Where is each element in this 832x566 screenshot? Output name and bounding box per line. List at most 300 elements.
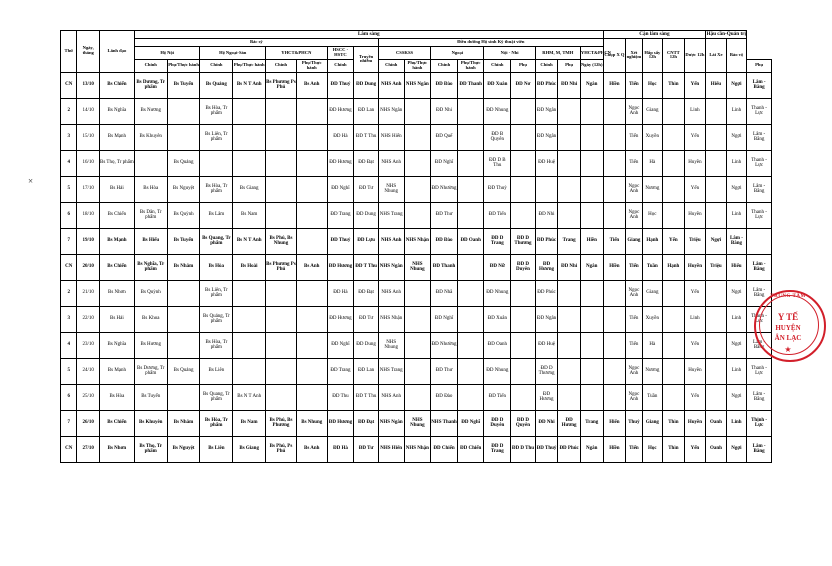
stamp-line1: TRUNG TÂM — [770, 294, 806, 299]
cell-r0-c10: NHS Ngân — [404, 72, 431, 98]
cell-r13-c23: Oanh — [706, 410, 727, 436]
cell-r6-c19: Giang — [626, 228, 642, 254]
cell-date: 13/10 — [77, 72, 100, 98]
cell-r9-c13: ĐD Xuân — [484, 306, 511, 332]
cell-r8-c8: ĐD Đạt — [354, 280, 379, 306]
cell-r3-c14 — [511, 150, 536, 176]
cell-r12-c19: Ngọc Anh — [626, 384, 642, 410]
cell-r3-c20: Hà — [642, 150, 663, 176]
cell-r13-c3: Bs Hòa, Tr phẩm — [200, 410, 233, 436]
cell-r13-c24: Linh — [726, 410, 747, 436]
cell-r1-c7: ĐD Hương — [327, 98, 354, 124]
cell-r0-c16: ĐD Nhi — [558, 72, 581, 98]
cell-r1-c25: Thanh - Lực — [747, 98, 772, 124]
cell-r4-c21 — [663, 176, 685, 202]
table-row[interactable] — [61, 202, 772, 228]
cell-r14-c20: Học — [642, 436, 663, 462]
cell-r8-c19: Ngọc Anh — [626, 280, 642, 306]
cell-r12-c11: ĐD Đào — [431, 384, 458, 410]
cell-r6-c3: Bs Quang, Tr phẩm — [200, 228, 233, 254]
header-xray: Chụp X Q — [603, 39, 626, 72]
cell-r6-c18: Tiến — [603, 228, 626, 254]
cell-r0-c3: Bs Quảng — [200, 72, 233, 98]
cell-r14-c10: NHS Nhận — [404, 436, 431, 462]
cell-r12-c20: Tuần — [642, 384, 663, 410]
cell-r3-c12 — [457, 150, 484, 176]
cell-r2-c14 — [511, 124, 536, 150]
cell-r12-c4: Bs N T Anh — [233, 384, 266, 410]
cell-r1-c5 — [266, 98, 297, 124]
cell-r14-c21: Thìn — [663, 436, 685, 462]
cell-r6-c6 — [296, 228, 327, 254]
cell-r6-c25 — [747, 228, 772, 254]
cell-r2-c3: Bs Liên, Tr phẩm — [200, 124, 233, 150]
cell-r1-c4 — [233, 98, 266, 124]
cell-date: 24/10 — [77, 358, 100, 384]
cell-r13-c16: ĐD Hương — [558, 410, 581, 436]
cell-r6-c10: NHS Nhận — [404, 228, 431, 254]
header-sub-rhm: RHM, M, TMH — [535, 47, 580, 60]
cell-r13-c2: Bs Nhâm — [167, 410, 200, 436]
cell-r10-c24: Ngợi — [726, 332, 747, 358]
cell-r6-c17: Hiền — [580, 228, 603, 254]
cell-r11-c25: Thanh - Lực — [747, 358, 772, 384]
cell-r12-c7: ĐD Thu — [327, 384, 354, 410]
cell-r12-c16 — [558, 384, 581, 410]
cell-r9-c2 — [167, 306, 200, 332]
cell-r0-c13: ĐD Xuân — [484, 72, 511, 98]
header-col-chinh-7: Chính — [484, 59, 511, 72]
cell-r6-c22: Triệu — [684, 228, 706, 254]
cell-r5-c23 — [706, 202, 727, 228]
cell-r3-c15: ĐD Huệ — [535, 150, 558, 176]
cell-r7-c2: Bs Nhâm — [167, 254, 200, 280]
cell-r13-c20: Giang — [642, 410, 663, 436]
cell-r11-c24: Linh — [726, 358, 747, 384]
cell-r5-c19: Ngọc Anh — [626, 202, 642, 228]
cell-r10-c14 — [511, 332, 536, 358]
cell-r14-c12: ĐD Chiến — [457, 436, 484, 462]
cell-r6-c15: ĐD Phúc — [535, 228, 558, 254]
cell-r12-c0: Bs Hòa — [99, 384, 134, 410]
cell-r1-c1: Bs Nương — [134, 98, 167, 124]
cell-r12-c13: ĐD Tiến — [484, 384, 511, 410]
cell-thu: 7 — [61, 410, 77, 436]
cell-r14-c16: ĐD Phúc — [558, 436, 581, 462]
header-pharmacy: Dược 12h — [684, 39, 706, 72]
cell-r9-c12 — [457, 306, 484, 332]
cell-r7-c8: ĐD T Thu — [354, 254, 379, 280]
cell-r0-c6: Bs Anh — [296, 72, 327, 98]
table-row[interactable] — [61, 124, 772, 150]
header-sub-cssks: CSSKSS — [378, 47, 430, 60]
cell-r11-c18 — [603, 358, 626, 384]
table-row[interactable] — [61, 410, 772, 436]
cell-r7-c22: Huyền — [684, 254, 706, 280]
cell-r4-c7: ĐD Nghĩ — [327, 176, 354, 202]
cell-r3-c21 — [663, 150, 685, 176]
header-sub-truyennhiem: Truyền nhiễm — [354, 47, 379, 72]
cell-r0-c21: Thìn — [663, 72, 685, 98]
cell-r14-c23: Oanh — [706, 436, 727, 462]
cell-r11-c3: Bs Liên — [200, 358, 233, 384]
cell-r8-c9: NHS Anh — [378, 280, 404, 306]
cell-r0-c14: ĐD Nơ — [511, 72, 536, 98]
cell-r6-c23: Ngợi — [706, 228, 727, 254]
cell-r11-c7: ĐD Trang — [327, 358, 354, 384]
header-col-phu-3: Phụ/Thực hành — [296, 59, 327, 72]
cell-r3-c9: NHS Anh — [378, 150, 404, 176]
cell-r10-c22: Yến — [684, 332, 706, 358]
cell-r14-c4: Bs Giang — [233, 436, 266, 462]
cell-date: 17/10 — [77, 176, 100, 202]
cell-r14-c5: Bs Phú, Ps Phú — [266, 436, 297, 462]
cell-r4-c2: Bs Nguyệt — [167, 176, 200, 202]
header-sterile: Hấp sấy 12h — [642, 39, 663, 72]
duty-roster-sheet — [60, 30, 772, 463]
cell-r9-c5 — [266, 306, 297, 332]
table-row[interactable] — [61, 98, 772, 124]
cell-r9-c9: NHS Nhận — [378, 306, 404, 332]
cell-thu: 3 — [61, 124, 77, 150]
cell-r10-c20: Hà — [642, 332, 663, 358]
cell-r10-c13: ĐD Oanh — [484, 332, 511, 358]
cell-r2-c15: ĐD Ngân — [535, 124, 558, 150]
cell-r7-c10: NHS Nhung — [404, 254, 431, 280]
cell-r4-c15 — [535, 176, 558, 202]
cell-r1-c3: Bs Hòa, Tr phẩm — [200, 98, 233, 124]
cell-r0-c1: Bs Dương, Tr phẩm — [134, 72, 167, 98]
cell-r3-c19: Tiến — [626, 150, 642, 176]
table-row[interactable] — [61, 150, 772, 176]
cell-r12-c18 — [603, 384, 626, 410]
cell-r0-c5: Bs Phương Ps Phú — [266, 72, 297, 98]
cell-r3-c22: Huyền — [684, 150, 706, 176]
cell-date: 26/10 — [77, 410, 100, 436]
cell-r2-c5 — [266, 124, 297, 150]
cell-r6-c8: ĐD Lựu — [354, 228, 379, 254]
table-row[interactable] — [61, 254, 772, 280]
cell-r8-c3: Bs Liên, Tr phẩm — [200, 280, 233, 306]
cell-r4-c10 — [404, 176, 431, 202]
cell-r2-c23 — [706, 124, 727, 150]
header-thu: Thứ — [61, 31, 77, 73]
cell-r11-c6 — [296, 358, 327, 384]
cell-r4-c12 — [457, 176, 484, 202]
cell-r11-c22: Huyền — [684, 358, 706, 384]
cell-r5-c11: ĐD Thư — [431, 202, 458, 228]
header-col-chinh-1: Chính — [134, 59, 167, 72]
cell-date: 23/10 — [77, 332, 100, 358]
table-row[interactable] — [61, 176, 772, 202]
cell-r13-c13: ĐD D Duyên — [484, 410, 511, 436]
cell-r7-c14: ĐD D Duyên — [511, 254, 536, 280]
cell-r11-c21 — [663, 358, 685, 384]
cell-r8-c2 — [167, 280, 200, 306]
cell-r11-c12 — [457, 358, 484, 384]
cell-r0-c7: ĐD Thuý — [327, 72, 354, 98]
cell-r3-c1 — [134, 150, 167, 176]
cell-r13-c21: Thìn — [663, 410, 685, 436]
cell-r8-c6 — [296, 280, 327, 306]
cell-r0-c12: ĐD Thanh — [457, 72, 484, 98]
cell-r5-c12 — [457, 202, 484, 228]
cell-date: 20/10 — [77, 254, 100, 280]
stamp-line4: ÂN LẠC — [774, 334, 802, 342]
cell-thu: 4 — [61, 150, 77, 176]
cell-r1-c9: NHS Ngân — [378, 98, 404, 124]
cell-r0-c15: ĐD Phúc — [535, 72, 558, 98]
header-group-doctor: Bác sỹ — [134, 39, 378, 47]
header-col-chinh-6: Chính — [431, 59, 458, 72]
cell-r9-c15: ĐD Ngân — [535, 306, 558, 332]
cell-r9-c21 — [663, 306, 685, 332]
cell-r2-c20: Xuyền — [642, 124, 663, 150]
cell-r11-c5 — [266, 358, 297, 384]
cell-r10-c2 — [167, 332, 200, 358]
cell-r1-c21 — [663, 98, 685, 124]
cell-r10-c25: Lâm - Bằng — [747, 332, 772, 358]
cell-r7-c3: Bs Hòa — [200, 254, 233, 280]
cell-r11-c20: Nương — [642, 358, 663, 384]
cell-r4-c23 — [706, 176, 727, 202]
cell-r14-c14: ĐD D Thu — [511, 436, 536, 462]
cell-r6-c21: Yến — [663, 228, 685, 254]
cell-r2-c10 — [404, 124, 431, 150]
header-sub-henoi: Hệ Nội — [134, 47, 200, 60]
cell-r6-c9: NHS Anh — [378, 228, 404, 254]
cell-r0-c24: Ngợi — [726, 72, 747, 98]
cell-r2-c19: Tiến — [626, 124, 642, 150]
cell-r4-c11: ĐD Nhường — [431, 176, 458, 202]
cell-r10-c6 — [296, 332, 327, 358]
cell-r13-c17: Trang — [580, 410, 603, 436]
cell-r7-c5: Bs Phương Ps Phú — [266, 254, 297, 280]
cell-r14-c9: NHS Hiển — [378, 436, 404, 462]
cell-r2-c7: ĐD Hà — [327, 124, 354, 150]
cell-r10-c3: Bs Hòa, Tr phẩm — [200, 332, 233, 358]
cell-r5-c18 — [603, 202, 626, 228]
duty-roster-body — [61, 72, 772, 462]
header-col-phu-7: Phụ — [511, 59, 536, 72]
cell-r8-c20: Giang — [642, 280, 663, 306]
cell-r2-c12 — [457, 124, 484, 150]
cell-thu: 2 — [61, 98, 77, 124]
cell-r4-c20: Nương — [642, 176, 663, 202]
cell-r9-c11: ĐD Nghĩ — [431, 306, 458, 332]
cell-r12-c2 — [167, 384, 200, 410]
table-row[interactable] — [61, 280, 772, 306]
cell-r2-c4 — [233, 124, 266, 150]
cell-r11-c10 — [404, 358, 431, 384]
header-col-chinh-3: Chính — [266, 59, 297, 72]
cell-r11-c14 — [511, 358, 536, 384]
cell-r6-c24: Lâm - Bằng — [726, 228, 747, 254]
cell-r12-c3: Bs Quang, Tr phẩm — [200, 384, 233, 410]
cell-r5-c8: ĐD Dung — [354, 202, 379, 228]
cell-r14-c18: Hiền — [603, 436, 626, 462]
cell-r3-c25: Thanh - Lực — [747, 150, 772, 176]
header-it: CNTT 12h — [663, 39, 685, 72]
cell-r12-c1: Bs Tuyến — [134, 384, 167, 410]
table-row[interactable] — [61, 306, 772, 332]
cell-r12-c10 — [404, 384, 431, 410]
cell-r6-c13: ĐD D Trang — [484, 228, 511, 254]
cell-r6-c12: ĐD Oanh — [457, 228, 484, 254]
cell-r0-c25: Lâm - Bằng — [747, 72, 772, 98]
table-row[interactable] — [61, 358, 772, 384]
cell-r14-c13: ĐD D Trang — [484, 436, 511, 462]
header-col-phu-8: Phụ — [558, 59, 581, 72]
cell-r4-c25: Lâm - Bằng — [747, 176, 772, 202]
cell-r10-c0: Bs Nghĩa — [99, 332, 134, 358]
cell-r6-c14: ĐD D Thương — [511, 228, 536, 254]
cell-r11-c23 — [706, 358, 727, 384]
cell-r7-c1: Bs Nghĩa, Tr phẩm — [134, 254, 167, 280]
table-row[interactable] — [61, 332, 772, 358]
header-col-chinh-8: Chính — [535, 59, 558, 72]
cell-r1-c16 — [558, 98, 581, 124]
cell-r1-c6 — [296, 98, 327, 124]
cell-r3-c23 — [706, 150, 727, 176]
header-date: Ngày, tháng — [77, 31, 100, 73]
cell-r9-c8: ĐD Tư — [354, 306, 379, 332]
cell-r4-c1: Bs Hòa — [134, 176, 167, 202]
cell-r14-c0: Bs Nhơn — [99, 436, 134, 462]
cell-r2-c22: Yến — [684, 124, 706, 150]
cell-thu: 5 — [61, 358, 77, 384]
cell-r4-c18 — [603, 176, 626, 202]
cell-r7-c12 — [457, 254, 484, 280]
cell-r2-c24: Ngợi — [726, 124, 747, 150]
header-col-phu-1: Phụ/Thực hành — [167, 59, 200, 72]
cell-r4-c4: Bs Giang — [233, 176, 266, 202]
cell-thu: CN — [61, 72, 77, 98]
table-row[interactable] — [61, 228, 772, 254]
cell-r3-c10 — [404, 150, 431, 176]
cell-r9-c16 — [558, 306, 581, 332]
cell-r2-c11: ĐD Quế — [431, 124, 458, 150]
cell-r6-c1: Bs Hiếu — [134, 228, 167, 254]
cell-r14-c2: Bs Nguyệt — [167, 436, 200, 462]
cell-r1-c24: Linh — [726, 98, 747, 124]
cell-r14-c22: Yến — [684, 436, 706, 462]
cell-r12-c8: ĐD T Thu — [354, 384, 379, 410]
cell-r7-c13: ĐD Nữ — [484, 254, 511, 280]
cell-r10-c15: ĐD Huệ — [535, 332, 558, 358]
cell-r11-c19: Ngọc Anh — [626, 358, 642, 384]
cell-r11-c16 — [558, 358, 581, 384]
cell-r8-c0: Bs Nhơn — [99, 280, 134, 306]
cell-thu: 6 — [61, 202, 77, 228]
cell-r2-c9: NHS Hiển — [378, 124, 404, 150]
cell-thu: 2 — [61, 280, 77, 306]
cell-r8-c21 — [663, 280, 685, 306]
cell-r3-c2: Bs Quảng — [167, 150, 200, 176]
cell-r1-c8: ĐD Lan — [354, 98, 379, 124]
cell-r12-c17 — [580, 384, 603, 410]
cell-r7-c18: Hiền — [603, 254, 626, 280]
header-sub-ngoai: Ngoại — [431, 47, 484, 60]
cell-r9-c18 — [603, 306, 626, 332]
cell-r11-c9: NHS Trang — [378, 358, 404, 384]
cell-r11-c13: ĐD Nhung — [484, 358, 511, 384]
cell-r12-c14 — [511, 384, 536, 410]
header-leader: Lãnh đạo — [99, 31, 134, 73]
cell-r0-c22: Yến — [684, 72, 706, 98]
table-row[interactable] — [61, 384, 772, 410]
header-col-chinh-5: Chính — [378, 59, 404, 72]
cell-r2-c1: Bs Khuyên — [134, 124, 167, 150]
cell-r4-c0: Bs Hải — [99, 176, 134, 202]
cell-r11-c8: ĐD Lan — [354, 358, 379, 384]
cell-r13-c15: ĐD Nhi — [535, 410, 558, 436]
cell-r1-c15: ĐD Ngân — [535, 98, 558, 124]
cell-r14-c3: Bs Liên — [200, 436, 233, 462]
cell-r12-c23 — [706, 384, 727, 410]
cell-r9-c22: Linh — [684, 306, 706, 332]
cell-r0-c23: Hiểu — [706, 72, 727, 98]
cell-r13-c8: ĐD Đạt — [354, 410, 379, 436]
cell-r5-c15: ĐD Nhi — [535, 202, 558, 228]
cell-r9-c19: Tiến — [626, 306, 642, 332]
cell-r13-c9: NHS Ngân — [378, 410, 404, 436]
cell-r3-c5 — [266, 150, 297, 176]
cell-r5-c6 — [296, 202, 327, 228]
cell-r1-c0: Bs Nghĩa — [99, 98, 134, 124]
cell-r3-c18 — [603, 150, 626, 176]
table-row[interactable] — [61, 72, 772, 98]
cell-r9-c23 — [706, 306, 727, 332]
cell-r10-c7: ĐD Nghĩ — [327, 332, 354, 358]
cell-r0-c8: ĐD Dung — [354, 72, 379, 98]
cell-r7-c24: Hiểu — [726, 254, 747, 280]
cell-r2-c0: Bs Mạnh — [99, 124, 134, 150]
cell-r10-c8: ĐD Dung — [354, 332, 379, 358]
cell-r13-c1: Bs Khuyên — [134, 410, 167, 436]
stamp-line3: HUYỆN — [775, 324, 801, 332]
cell-r14-c1: Bs Thọ, Tr phẩm — [134, 436, 167, 462]
cell-r2-c13: ĐD B Quyên — [484, 124, 511, 150]
cell-r7-c19: Tiến — [626, 254, 642, 280]
header-col-phu-6: Phụ/Thực hành — [457, 59, 484, 72]
cell-r11-c2: Bs Quảng — [167, 358, 200, 384]
cell-r5-c10 — [404, 202, 431, 228]
cell-r7-c9: NHS Ngân — [378, 254, 404, 280]
cell-thu: 3 — [61, 306, 77, 332]
cell-r8-c18 — [603, 280, 626, 306]
cell-r12-c15: ĐD Hương — [535, 384, 558, 410]
cell-r12-c5 — [266, 384, 297, 410]
table-row[interactable] — [61, 436, 772, 462]
cell-r6-c11: ĐD Đào — [431, 228, 458, 254]
header-driver: Lái Xe — [706, 39, 727, 72]
cell-r13-c0: Bs Chiến — [99, 410, 134, 436]
cell-r14-c24: Ngợi — [726, 436, 747, 462]
header-sub-noinhi: Nội - Nhi — [484, 47, 535, 60]
cell-r3-c6 — [296, 150, 327, 176]
cell-r4-c16 — [558, 176, 581, 202]
cell-r5-c13: ĐD Tiến — [484, 202, 511, 228]
cell-r9-c3: Bs Quảng, Tr phẩm — [200, 306, 233, 332]
cell-r9-c10 — [404, 306, 431, 332]
cell-r7-c23: Triệu — [706, 254, 727, 280]
cell-r3-c17 — [580, 150, 603, 176]
cell-r5-c16 — [558, 202, 581, 228]
cell-r9-c24: Linh — [726, 306, 747, 332]
cell-r1-c12 — [457, 98, 484, 124]
header-col-chinh-4: Chính — [327, 59, 354, 72]
